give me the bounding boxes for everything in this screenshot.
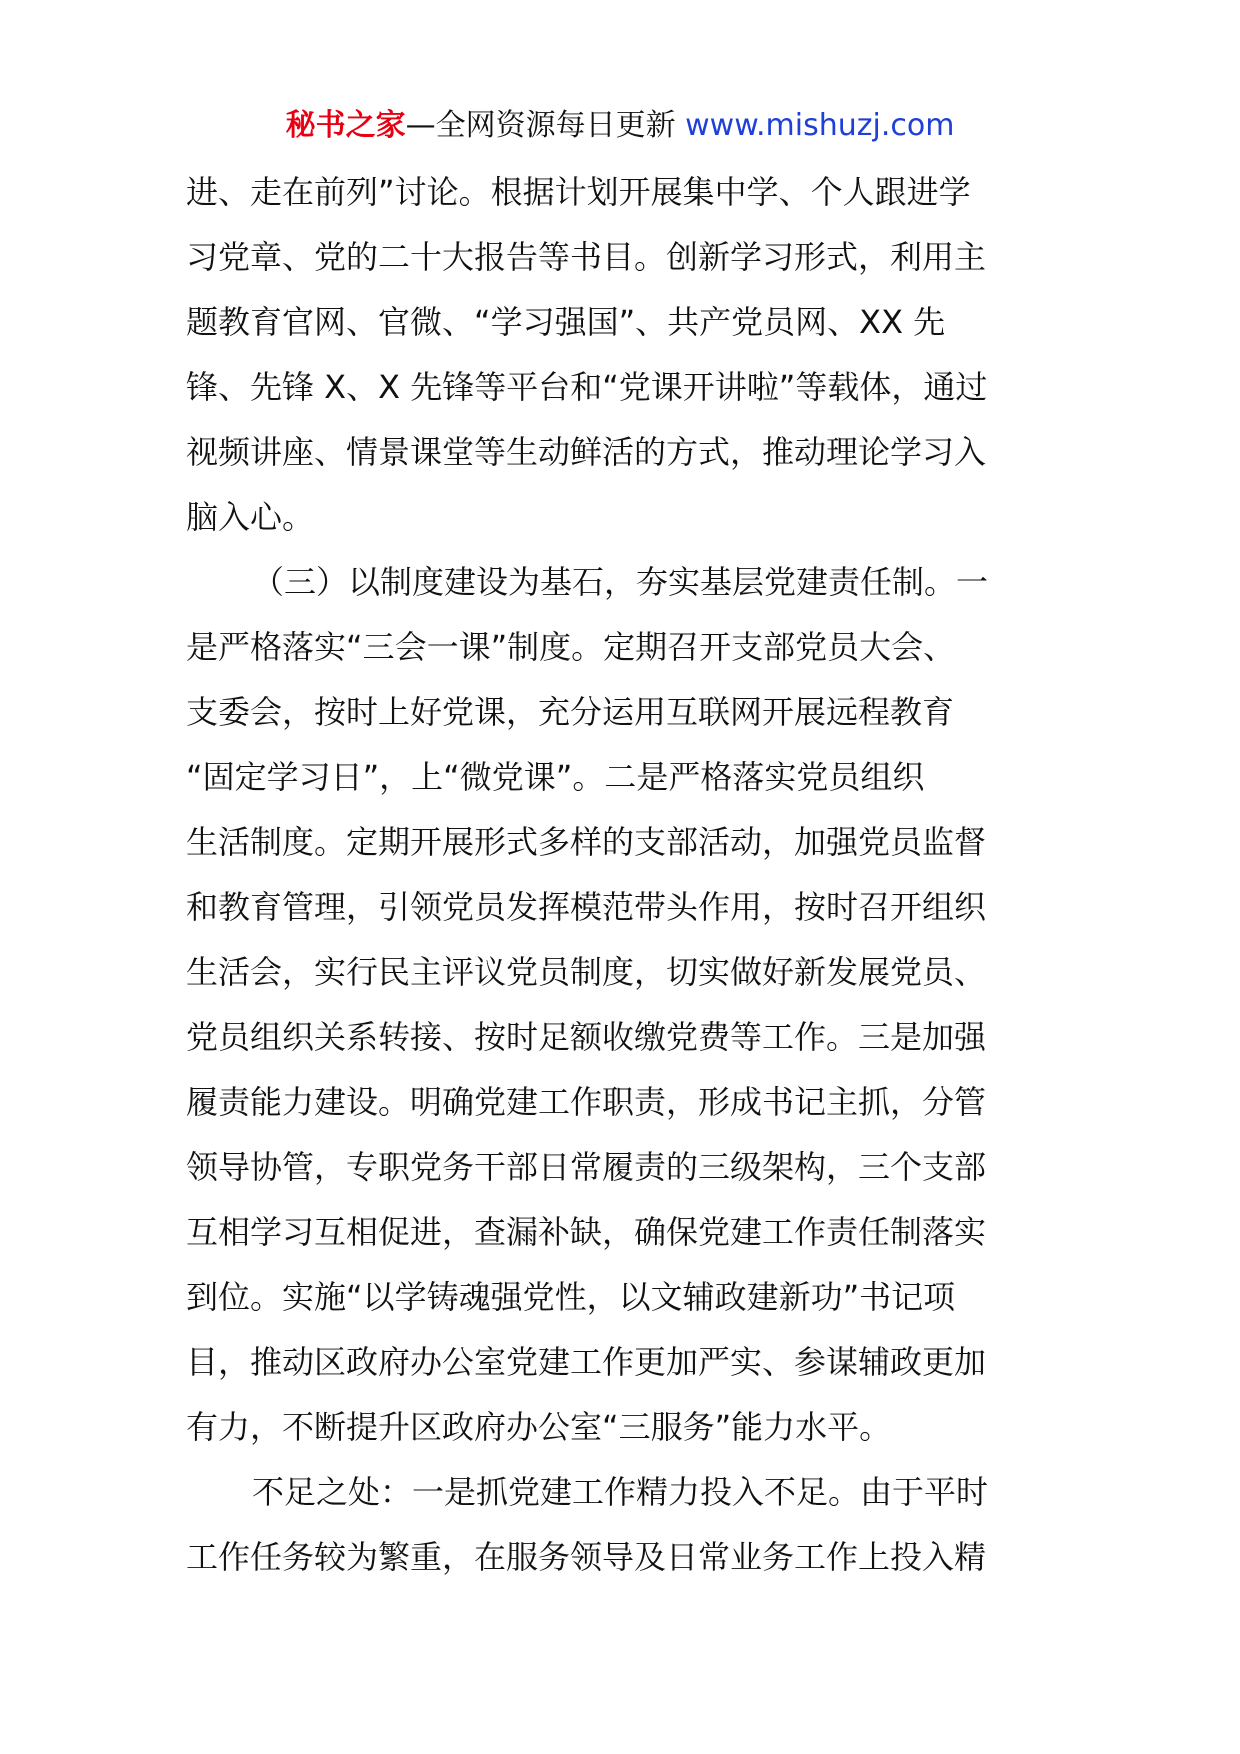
page-header	[0, 104, 1240, 148]
text-line: 和教育管理，引领党员发挥模范带头作用，按时召开组织	[186, 888, 987, 926]
text-line: 目，推动区政府办公室党建工作更加严实、参谋辅政更加	[186, 1343, 987, 1381]
text-line: 锋、先锋 X、X 先锋等平台和“党课开讲啦”等载体，通过	[186, 368, 988, 406]
text-line: 生活制度。定期开展形式多样的支部活动，加强党员监督	[186, 823, 987, 861]
header-brand: 秘书之家	[285, 108, 406, 143]
text-line: 互相学习互相促进，查漏补缺，确保党建工作责任制落实	[186, 1213, 987, 1251]
text-line: 视频讲座、情景课堂等生动鲜活的方式，推动理论学习入	[186, 433, 987, 471]
paragraph-start-line: 不足之处：一是抓党建工作精力投入不足。由于平时	[252, 1473, 989, 1511]
text-line: 题教育官网、官微、“学习强国”、共产党员网、XX 先	[186, 303, 946, 341]
paragraph-heading-line: （三）以制度建设为基石，夯实基层党建责任制。一	[252, 563, 989, 601]
text-line: 生活会，实行民主评议党员制度，切实做好新发展党员、	[186, 953, 987, 991]
text-line: 有力，不断提升区政府办公室“三服务”能力水平。	[186, 1408, 892, 1446]
text-line: 习党章、党的二十大报告等书目。创新学习形式，利用主	[186, 238, 987, 276]
text-line: 是严格落实“三会一课”制度。定期召开支部党员大会、	[186, 628, 956, 666]
text-line: 到位。实施“以学铸魂强党性，以文辅政建新功”书记项	[186, 1278, 956, 1316]
text-line: 脑入心。	[186, 498, 315, 536]
text-line: 工作任务较为繁重，在服务领导及日常业务工作上投入精	[186, 1538, 987, 1576]
header-url-link[interactable]: www.mishuzj.com	[685, 108, 955, 143]
text-line: 领导协管，专职党务干部日常履责的三级架构，三个支部	[186, 1148, 987, 1186]
document-body	[186, 160, 1056, 1590]
text-line: 支委会，按时上好党课，充分运用互联网开展远程教育	[186, 693, 955, 731]
text-line: 进、走在前列”讨论。根据计划开展集中学、个人跟进学	[186, 173, 971, 211]
text-line: 履责能力建设。明确党建工作职责，形成书记主抓，分管	[186, 1083, 987, 1121]
text-line: “固定学习日”，上“微党课”。二是严格落实党员组织	[186, 758, 925, 796]
text-line: 党员组织关系转接、按时足额收缴党费等工作。三是加强	[186, 1018, 987, 1056]
header-tagline: —全网资源每日更新	[405, 108, 676, 143]
